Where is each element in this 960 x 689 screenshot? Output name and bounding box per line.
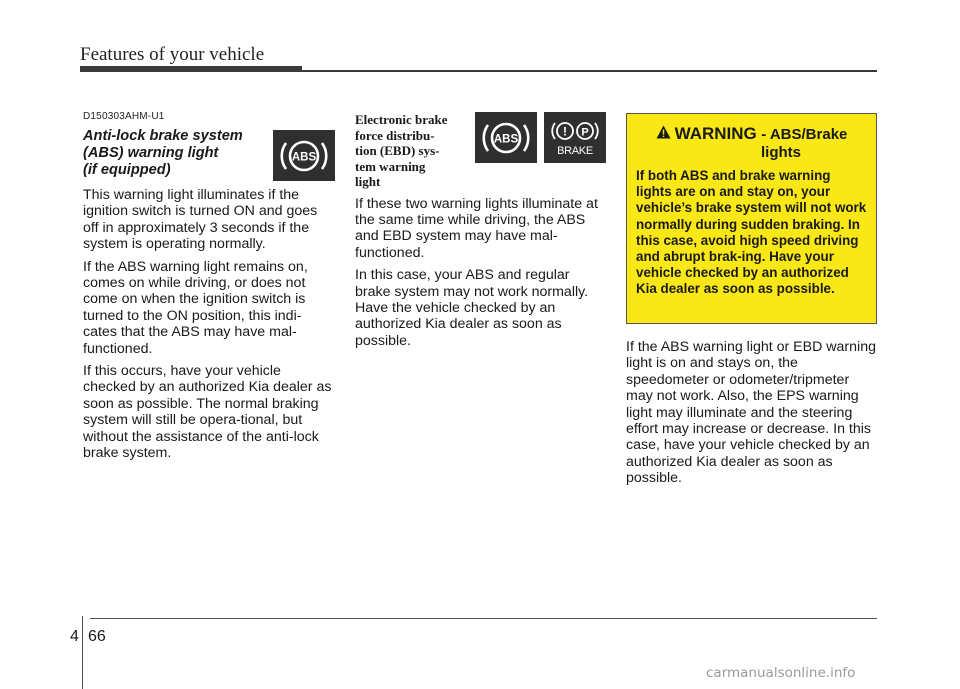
warning-triangle-icon (656, 125, 671, 144)
abs-paragraph: This warning light illuminates if the ignition switch is turned ON and goes off in approximately 3 seconds if the system is operating normally. (83, 187, 318, 253)
eps-paragraph: If the ABS warning light or EBD warning light is on and stays on, the speedometer or odometer/tripmeter may not work. Also, the EPS warning light may illuminate and the steering effort may increase or decrease. In this case, have your vehicle checked by an authorized Kia dealer as soon as possible. (626, 339, 876, 487)
header-rule-thin (80, 70, 877, 72)
footer-horizontal-rule (90, 618, 877, 619)
abs-warning-icon (273, 130, 335, 181)
warning-title-row (636, 124, 867, 161)
column-ebd (355, 112, 606, 349)
ebd-heading (355, 112, 465, 190)
brake-label: BRAKE (557, 145, 593, 157)
ebd-heading-line: tem warning (355, 158, 426, 174)
svg-text:!: ! (563, 124, 567, 139)
abs-heading-line: (if equipped) (83, 162, 171, 178)
abs-paragraph: If this occurs, have your vehicle checked by an authorized Kia dealer as soon as possible. The normal braking system will still be opera-tional, but without the assistance of the anti-lock brake system. (83, 363, 332, 462)
ebd-paragraph: In this case, your ABS and regular brake system may not work normally. Have the vehicle checked by an authorized Kia dealer as soon as possible. (355, 267, 589, 349)
section-number: 4 (70, 628, 79, 645)
warning-text: If both ABS and brake warning lights are on and stay on, your vehicle’s brake system will not work normally during sudden braking. In this case, avoid high speed driving and abrupt brak-ing. Have your vehicle checked by an authorized Kia dealer as soon as possible. (636, 168, 867, 297)
abs-heading-line: (ABS) warning light (83, 145, 219, 161)
section-code: D150303AHM-U1 (83, 111, 165, 122)
warning-box (626, 113, 877, 324)
footer-vertical-rule (82, 616, 83, 689)
warning-subtitle: - ABS/Brake (761, 126, 848, 143)
watermark: carmanualsonline.info (706, 665, 856, 681)
svg-text:P: P (581, 126, 589, 139)
ebd-heading-line: force distribu- (355, 127, 435, 143)
abs-heading-line: Anti-lock brake system (83, 128, 243, 144)
warning-title: WARNING (674, 124, 757, 143)
column-warning (626, 113, 879, 487)
svg-text:ABS: ABS (493, 133, 519, 145)
abs-warning-icon (475, 112, 537, 163)
warning-subtitle: lights (760, 144, 801, 161)
page-header-title: Features of your vehicle (80, 44, 265, 65)
brake-warning-icon (544, 112, 606, 163)
ebd-heading-line: tion (EBD) sys- (355, 143, 440, 158)
page-number: 66 (88, 628, 106, 645)
ebd-heading-line: Electronic brake (355, 112, 448, 127)
abs-paragraph: If the ABS warning light remains on, comes on while driving, or does not come on when the ignition switch is turned to the ON position, this indi-cates that the ABS may have mal-functioned. (83, 258, 308, 357)
ebd-paragraph: If these two warning lights illuminate at the same time while driving, the ABS and EBD system may have mal-functioned. (355, 195, 598, 261)
abs-heading (83, 128, 258, 179)
svg-text:ABS: ABS (291, 151, 317, 163)
column-abs (83, 108, 335, 462)
ebd-heading-line: light (355, 174, 381, 189)
